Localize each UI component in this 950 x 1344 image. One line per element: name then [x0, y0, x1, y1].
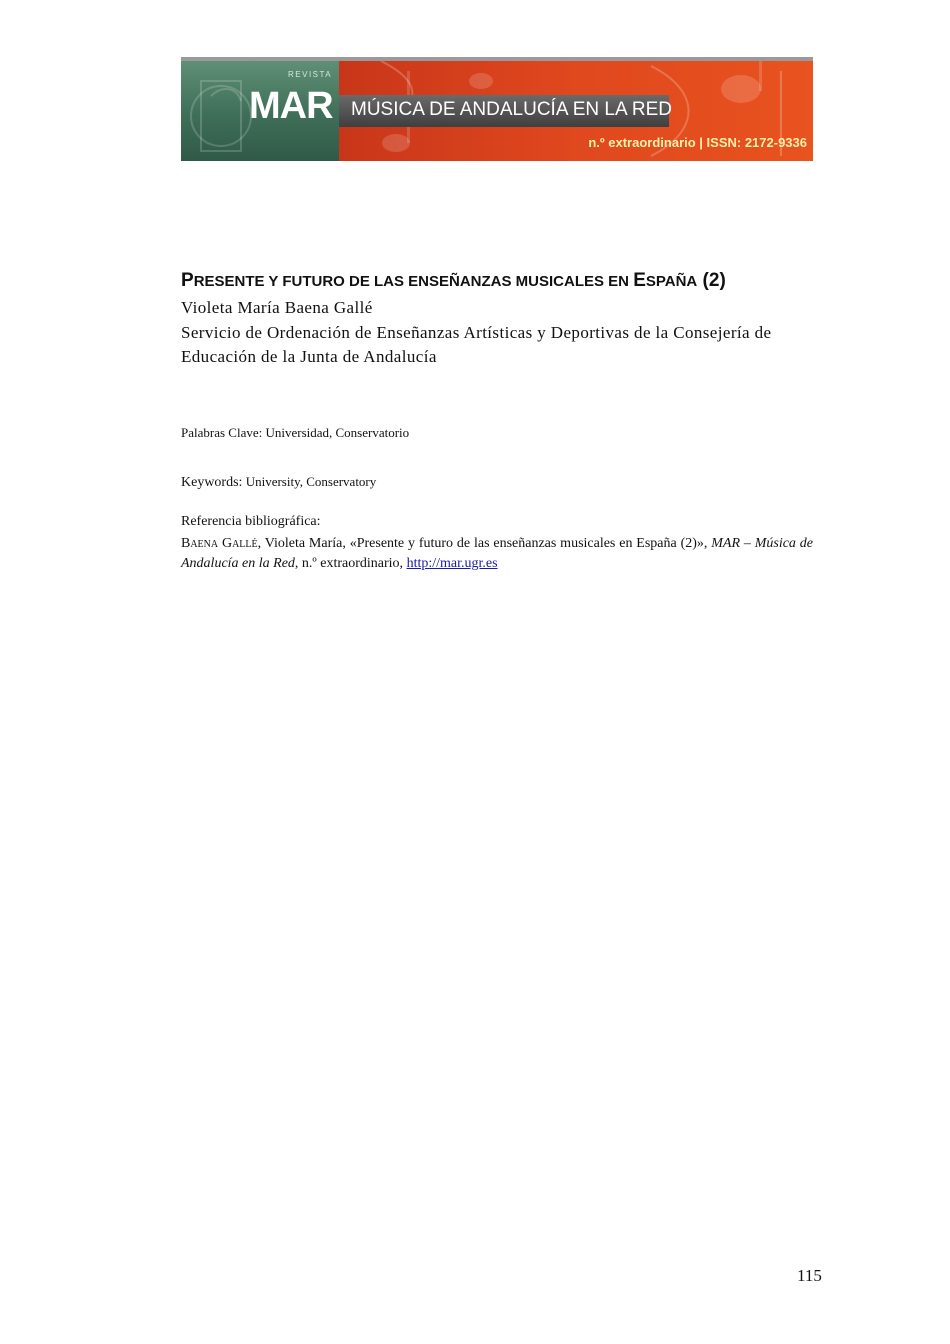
banner-mar-logo: MAR — [249, 85, 333, 127]
reference-link[interactable]: http://mar.ugr.es — [406, 556, 498, 571]
keywords-english-label: Keywords: — [181, 475, 243, 490]
journal-banner — [181, 57, 813, 161]
banner-issn: n.º extraordinario | ISSN: 2172-9336 — [588, 135, 807, 150]
title-small-caps-part-2: SPAÑA — [645, 273, 698, 290]
article-title — [181, 270, 726, 292]
keywords-spanish: Palabras Clave: Universidad, Conservatorio — [181, 425, 410, 440]
author-name: Violeta María Baena Gallé — [181, 298, 373, 317]
reference-journal: MAR – Música de Andalucía en la Red — [181, 536, 813, 571]
banner-revista-label: REVISTA — [288, 70, 333, 79]
title-suffix: (2) — [697, 270, 726, 291]
reference-issue: , n.º extraordinario, — [294, 556, 407, 571]
page-number: 115 — [797, 1266, 822, 1285]
banner-subtitle: MÚSICA DE ANDALUCÍA EN LA RED — [351, 99, 672, 120]
reference-citation — [181, 534, 813, 574]
author-affiliation: Servicio de Ordenación de Enseñanzas Artísticas y Deportivas de la Consejería de Educación de la Junta de Andalucía — [181, 323, 772, 366]
reference-title-part: , Violeta María, «Presente y futuro de las enseñanzas musicales en España (2)», — [257, 536, 712, 551]
title-small-caps-part-1: RESENTE Y FUTURO DE LAS ENSEÑANZAS MUSICALES EN — [193, 273, 634, 290]
keywords-english — [181, 474, 376, 491]
keywords-english-value: University, Conservatory — [242, 474, 377, 489]
reference-label: Referencia bibliográfica: — [181, 514, 321, 529]
reference-author: Baena Gallé — [181, 536, 258, 551]
title-initial-p: P — [181, 270, 194, 291]
title-initial-e: E — [633, 270, 646, 291]
